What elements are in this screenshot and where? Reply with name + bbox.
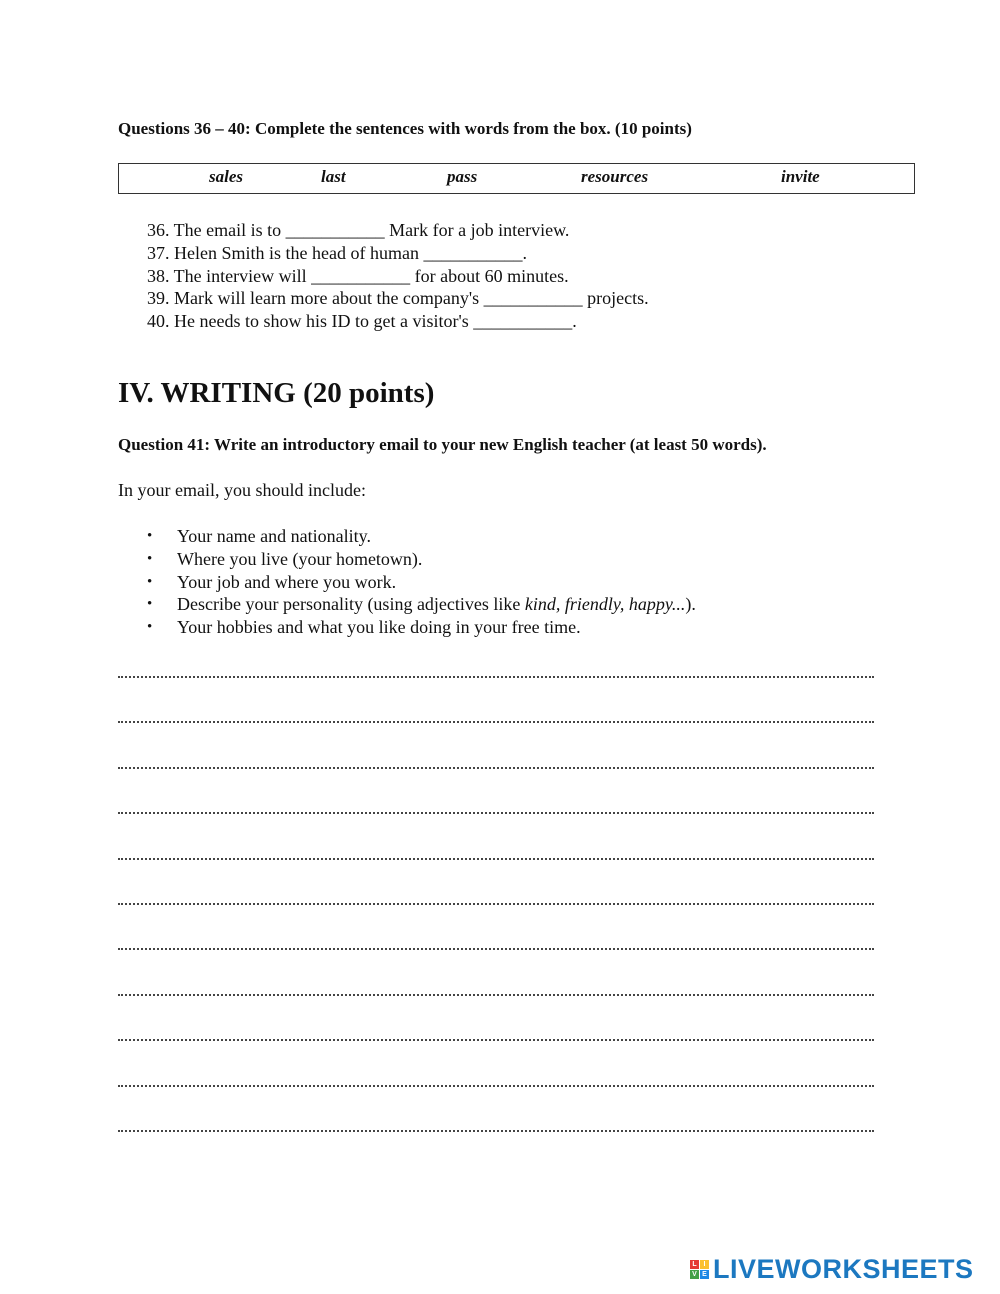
bullet-item [147, 571, 696, 594]
word-box-item: invite [781, 167, 820, 186]
logo-mark-tile: E [700, 1270, 709, 1279]
answer-area[interactable] [118, 660, 874, 1159]
bullet-text: Your name and nationality. [177, 526, 371, 546]
answer-line[interactable] [118, 705, 874, 750]
bullet-text: Your job and where you work. [177, 571, 397, 592]
bullet-icon: • [147, 596, 153, 613]
sentence-item: 37. Helen Smith is the head of human ___________. [147, 242, 527, 263]
answer-line[interactable] [118, 978, 874, 1023]
answer-line[interactable] [118, 932, 874, 977]
bullet-text-italic: kind, friendly, happy... [524, 594, 686, 615]
logo-icon [690, 1260, 709, 1279]
logo-mark-tile: V [690, 1270, 699, 1279]
writing-question: Question 41: Write an introductory email to your new English teacher (at least 50 words). [118, 435, 767, 454]
answer-line[interactable] [118, 1023, 874, 1068]
bullet-icon: • [147, 528, 153, 544]
bullet-icon: • [147, 619, 153, 636]
writing-intro: In your email, you should include: [118, 480, 366, 500]
word-box-item: resources [581, 167, 649, 186]
word-box-item: sales [209, 167, 243, 186]
bullet-item [147, 593, 696, 616]
bullet-text: Where you live (your hometown). [177, 548, 423, 569]
answer-line[interactable] [118, 660, 874, 705]
answer-line[interactable] [118, 796, 874, 841]
sentence-list [147, 219, 649, 333]
logo-mark-tile: L [690, 1260, 699, 1269]
answer-line[interactable] [118, 1114, 874, 1159]
bullet-text: Your hobbies and what you like doing in your free time. [177, 617, 581, 638]
logo-text: LIVEWORKSHEETS [713, 1253, 974, 1284]
sentence-item: 39. Mark will learn more about the company's ___________ projects. [147, 288, 649, 309]
answer-line[interactable] [118, 1069, 874, 1114]
sentence-item: 36. The email is to ___________ Mark for a job interview. [147, 220, 570, 240]
sentence-item: 40. He needs to show his ID to get a visitor's ___________. [147, 311, 577, 332]
word-box-item: last [321, 167, 346, 186]
answer-line[interactable] [118, 887, 874, 932]
bullet-icon: • [147, 573, 153, 590]
answer-line[interactable] [118, 842, 874, 887]
bullet-item [147, 525, 696, 548]
bullet-item [147, 548, 696, 571]
sentence-item: 38. The interview will ___________ for about 60 minutes. [147, 265, 569, 286]
bullet-item [147, 616, 696, 639]
liveworksheets-logo [690, 1253, 974, 1285]
bullet-text: Describe your personality (using adjectives like [177, 594, 525, 615]
exercise-heading: Questions 36 – 40: Complete the sentences with words from the box. (10 points) [118, 119, 692, 138]
bullet-icon: • [147, 550, 153, 567]
word-box-item: pass [447, 167, 478, 186]
bullet-list [147, 525, 696, 639]
word-box [118, 163, 915, 194]
answer-line[interactable] [118, 751, 874, 796]
logo-mark-tile: I [700, 1260, 709, 1269]
bullet-text: ). [685, 594, 696, 615]
section-title: IV. WRITING (20 points) [118, 377, 435, 409]
